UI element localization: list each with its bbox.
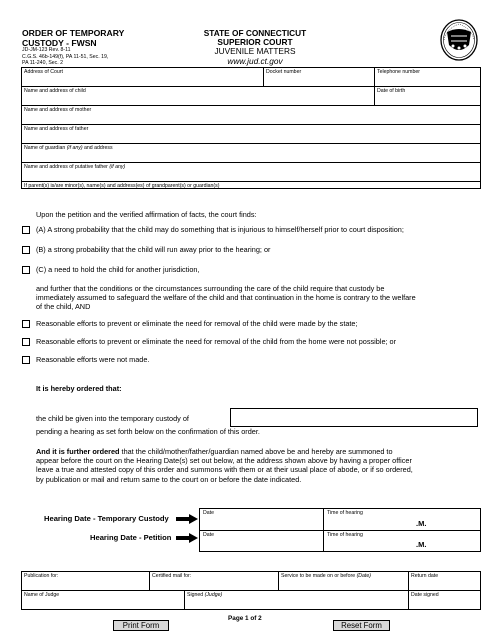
summons-bold: And it is further ordered <box>36 447 120 456</box>
form-title-line2: CUSTODY - FWSN <box>22 37 97 48</box>
guardian-label-suffix: and address <box>82 145 113 151</box>
custody-line1: the child be given into the temporary custody of <box>36 414 189 423</box>
arrow-right-icon <box>176 533 198 543</box>
division-name: JUVENILE MATTERS <box>214 46 296 57</box>
print-form-button[interactable]: Print Form <box>113 620 169 631</box>
telephone-label: Telephone number <box>377 69 420 75</box>
findings-intro: Upon the petition and the verified affirmation of facts, the court finds: <box>36 210 257 219</box>
further-findings-line2: immediately assumed to safeguard the welfare of the child and that continuation in the home is contrary to the welfare <box>36 293 416 303</box>
summons-rest: that the child/mother/father/guardian named above be and hereby are summoned to <box>119 447 393 456</box>
form-number: JD-JM-123 Rev. 8-11 <box>22 47 71 53</box>
father-field[interactable] <box>22 125 480 144</box>
certified-mail-label: Certified mail for: <box>152 573 192 579</box>
statute-line2: PA 11-240, Sec. 2 <box>22 60 64 67</box>
row-child <box>22 87 480 106</box>
service-date-label-prefix: Service to be made on or before <box>281 573 357 579</box>
petition-time-label: Time of hearing <box>327 532 363 538</box>
date-of-birth-label: Date of birth <box>377 88 406 94</box>
summons-paragraph <box>36 447 413 484</box>
grandparent-label: If parent(s) is/are minor(s), name(s) and address(es) of grandparent(s) or guardian(s) <box>24 183 220 189</box>
statute-line1: C.G.S. 46b-149(f), PA 11-51, Sec. 19, <box>22 53 109 60</box>
reset-form-button[interactable]: Reset Form <box>333 620 390 631</box>
judge-name-field[interactable] <box>22 591 185 609</box>
option-c-checkbox[interactable] <box>22 266 30 274</box>
reasonable-efforts-made-checkbox[interactable] <box>22 320 30 328</box>
reasonable-efforts-not-made-text: Reasonable efforts were not made. <box>36 355 150 364</box>
putative-father-label-prefix: Name and address of putative father <box>24 164 110 170</box>
putative-father-label-italic: (if any) <box>109 164 126 170</box>
website: www.jud.ct.gov <box>227 55 283 66</box>
service-date-label-italic: (Date) <box>356 573 371 579</box>
custodian-field[interactable] <box>230 408 478 427</box>
signed-label-italic: (Judge) <box>204 592 223 598</box>
state-seal-icon <box>438 19 480 61</box>
form-title-line1: ORDER OF TEMPORARY <box>22 28 125 38</box>
hearing-dates-table <box>199 508 481 552</box>
arrow-right-icon <box>176 514 198 524</box>
further-findings-line1: and further that the conditions or the circumstances surrounding the care of the child require that custody be <box>36 284 385 293</box>
petition-meridiem: .M. <box>416 540 427 549</box>
further-findings <box>36 284 416 312</box>
docket-number-label: Docket number <box>266 69 302 75</box>
further-findings-line3: of the child, AND <box>36 302 91 312</box>
summons-line2: appear before the court on the Hearing Date(s) set out below, at the address shown above by having a proper officer <box>36 456 412 466</box>
signature-row <box>22 591 480 609</box>
summons-line4: by publication or mail and return same to the court on or before the date indicated. <box>36 474 302 484</box>
address-of-court-field[interactable] <box>22 68 264 86</box>
service-date-field[interactable] <box>279 572 409 590</box>
state-name: STATE OF CONNECTICUT <box>203 28 307 38</box>
certified-mail-field[interactable] <box>150 572 279 590</box>
mother-label: Name and address of mother <box>24 107 92 113</box>
judge-name-label: Name of Judge <box>24 592 60 598</box>
row-court <box>22 68 480 87</box>
option-b-checkbox[interactable] <box>22 246 30 254</box>
grandparent-field[interactable] <box>22 182 480 189</box>
option-b-text: (B) a strong probability that the child will run away prior to the hearing; or <box>36 245 271 254</box>
hearing-row-temporary <box>200 509 480 531</box>
child-field[interactable] <box>22 87 375 105</box>
child-label: Name and address of child <box>24 88 86 94</box>
putative-father-field[interactable] <box>22 163 480 182</box>
publication-field[interactable] <box>22 572 150 590</box>
temporary-time-field[interactable] <box>324 509 480 530</box>
option-c-text: (C) a need to hold the child for another jurisdiction, <box>36 265 200 274</box>
party-info-table <box>21 67 481 189</box>
reasonable-efforts-not-possible-checkbox[interactable] <box>22 338 30 346</box>
return-date-label: Return date <box>411 573 439 579</box>
guardian-label-italic: (if any) <box>66 145 83 151</box>
reasonable-efforts-not-made-checkbox[interactable] <box>22 356 30 364</box>
date-signed-label: Date signed <box>411 592 439 598</box>
reasonable-efforts-not-possible-text: Reasonable efforts to prevent or eliminate the need for removal of the child from the home were not possible; or <box>36 337 397 346</box>
docket-number-field[interactable] <box>264 68 375 86</box>
summons-line1 <box>36 447 413 456</box>
telephone-field[interactable] <box>375 68 480 86</box>
temporary-date-field[interactable] <box>200 509 324 530</box>
form-title <box>22 29 124 48</box>
guardian-label-prefix: Name of guardian <box>24 145 67 151</box>
date-signed-field[interactable] <box>409 591 480 609</box>
reasonable-efforts-made-text: Reasonable efforts to prevent or eliminate the need for removal of the child were made by the state; <box>36 319 358 328</box>
mother-field[interactable] <box>22 106 480 125</box>
date-of-birth-field[interactable] <box>375 87 480 105</box>
hearing-temporary-custody-label: Hearing Date - Temporary Custody <box>44 514 169 523</box>
petition-time-field[interactable] <box>324 531 480 551</box>
service-row <box>22 572 480 591</box>
signed-label-prefix: Signed <box>187 592 205 598</box>
option-a-text: (A) A strong probability that the child may do something that is injurious to himself/herself prior to court disposition; <box>36 225 404 234</box>
petition-date-label: Date <box>203 532 214 538</box>
hearing-row-petition <box>200 531 480 551</box>
temporary-time-label: Time of hearing <box>327 510 363 516</box>
return-date-field[interactable] <box>409 572 480 590</box>
summons-line3: leave a true and attested copy of this order and summons with them or at their usual place of abode, or if so ordered, <box>36 465 413 475</box>
option-a-checkbox[interactable] <box>22 226 30 234</box>
father-label: Name and address of father <box>24 126 89 132</box>
publication-label: Publication for: <box>24 573 59 579</box>
petition-date-field[interactable] <box>200 531 324 551</box>
hearing-petition-label: Hearing Date - Petition <box>90 533 172 542</box>
court-heading <box>185 29 325 66</box>
page-number: Page 1 of 2 <box>228 615 262 622</box>
order-heading: It is hereby ordered that: <box>36 384 122 393</box>
service-table <box>21 571 481 610</box>
custody-line2: pending a hearing as set forth below on the confirmation of this order. <box>36 427 260 436</box>
judge-signature-field[interactable] <box>185 591 409 609</box>
form-meta <box>22 47 108 67</box>
temporary-date-label: Date <box>203 510 214 516</box>
court-name: SUPERIOR COURT <box>217 37 293 48</box>
guardian-field[interactable] <box>22 144 480 163</box>
temporary-meridiem: .M. <box>416 519 427 528</box>
address-of-court-label: Address of Court <box>24 69 63 75</box>
